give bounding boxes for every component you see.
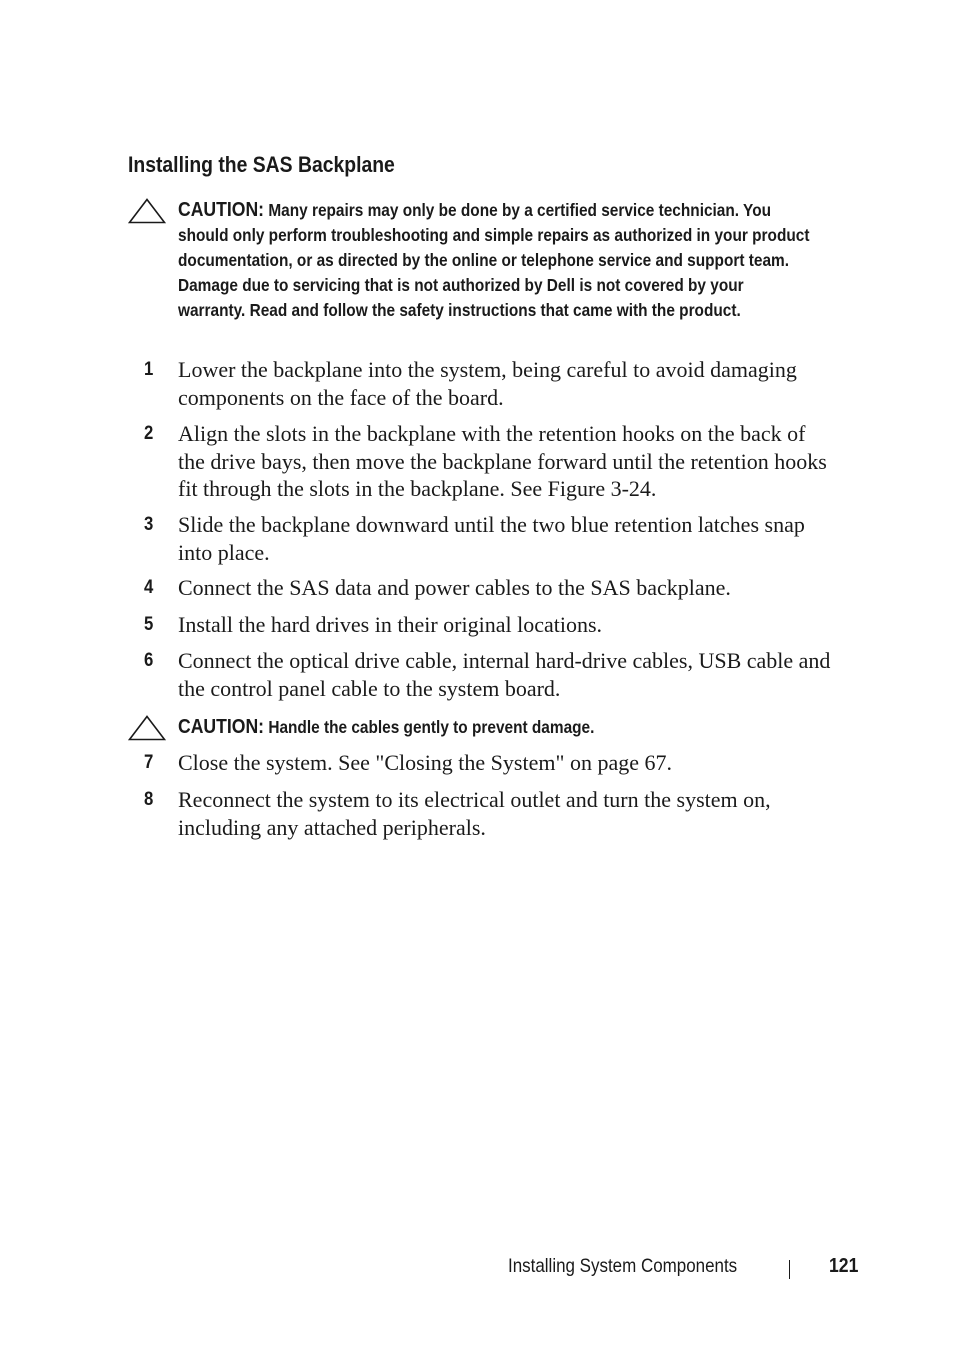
step-number: 8: [144, 789, 154, 810]
caution-label: CAUTION:: [178, 199, 265, 221]
step-text: Connect the SAS data and power cables to the SAS backplane.: [178, 575, 731, 600]
step-text: Slide the backplane downward until the two blue retention latches snap into place.: [178, 512, 805, 565]
step-text: Reconnect the system to its electrical outlet and turn the system on, including any attached peripherals.: [178, 787, 771, 840]
step-number: 4: [144, 577, 154, 598]
section-title: Installing the SAS Backplane: [128, 152, 395, 177]
caution-text-block: [178, 198, 812, 323]
caution-triangle-icon: [128, 715, 166, 741]
step-number: 3: [144, 514, 154, 535]
step-number: 2: [144, 423, 154, 444]
caution-message: Many repairs may only be done by a certified service technician. You should only perform troubleshooting and simple repairs as authorized in your product documentation, or as directed by the online or telephone service and support team. Damage due to servicing that is not authorized by Dell is not covered by your warranty. Read and follow the safety instructions that came with the product.: [178, 200, 810, 320]
step-number: 7: [144, 752, 154, 773]
caution-text-block: [178, 715, 812, 740]
step-text: Connect the optical drive cable, internal hard-drive cables, USB cable and the control panel cable to the system board.: [178, 648, 831, 701]
step-number: 5: [144, 614, 154, 635]
caution-triangle-icon: [128, 198, 166, 224]
page-number: 121: [829, 1255, 859, 1277]
footer-divider: [789, 1260, 790, 1279]
step-text: Align the slots in the backplane with the retention hooks on the back of the drive bays, then move the backplane forward until the retention hooks fit through the slots in the backplane. See Figure 3-24.: [178, 421, 827, 501]
footer-chapter-title: Installing System Components: [508, 1255, 738, 1277]
step-text: Close the system. See "Closing the System" on page 67.: [178, 750, 672, 775]
step-number: 6: [144, 650, 154, 671]
step-text: Install the hard drives in their original locations.: [178, 612, 603, 637]
caution-message: Handle the cables gently to prevent damage.: [268, 717, 595, 737]
step-number: 1: [144, 359, 154, 380]
step-text: Lower the backplane into the system, being careful to avoid damaging components on the face of the board.: [178, 357, 797, 410]
caution-label: CAUTION:: [178, 716, 265, 738]
